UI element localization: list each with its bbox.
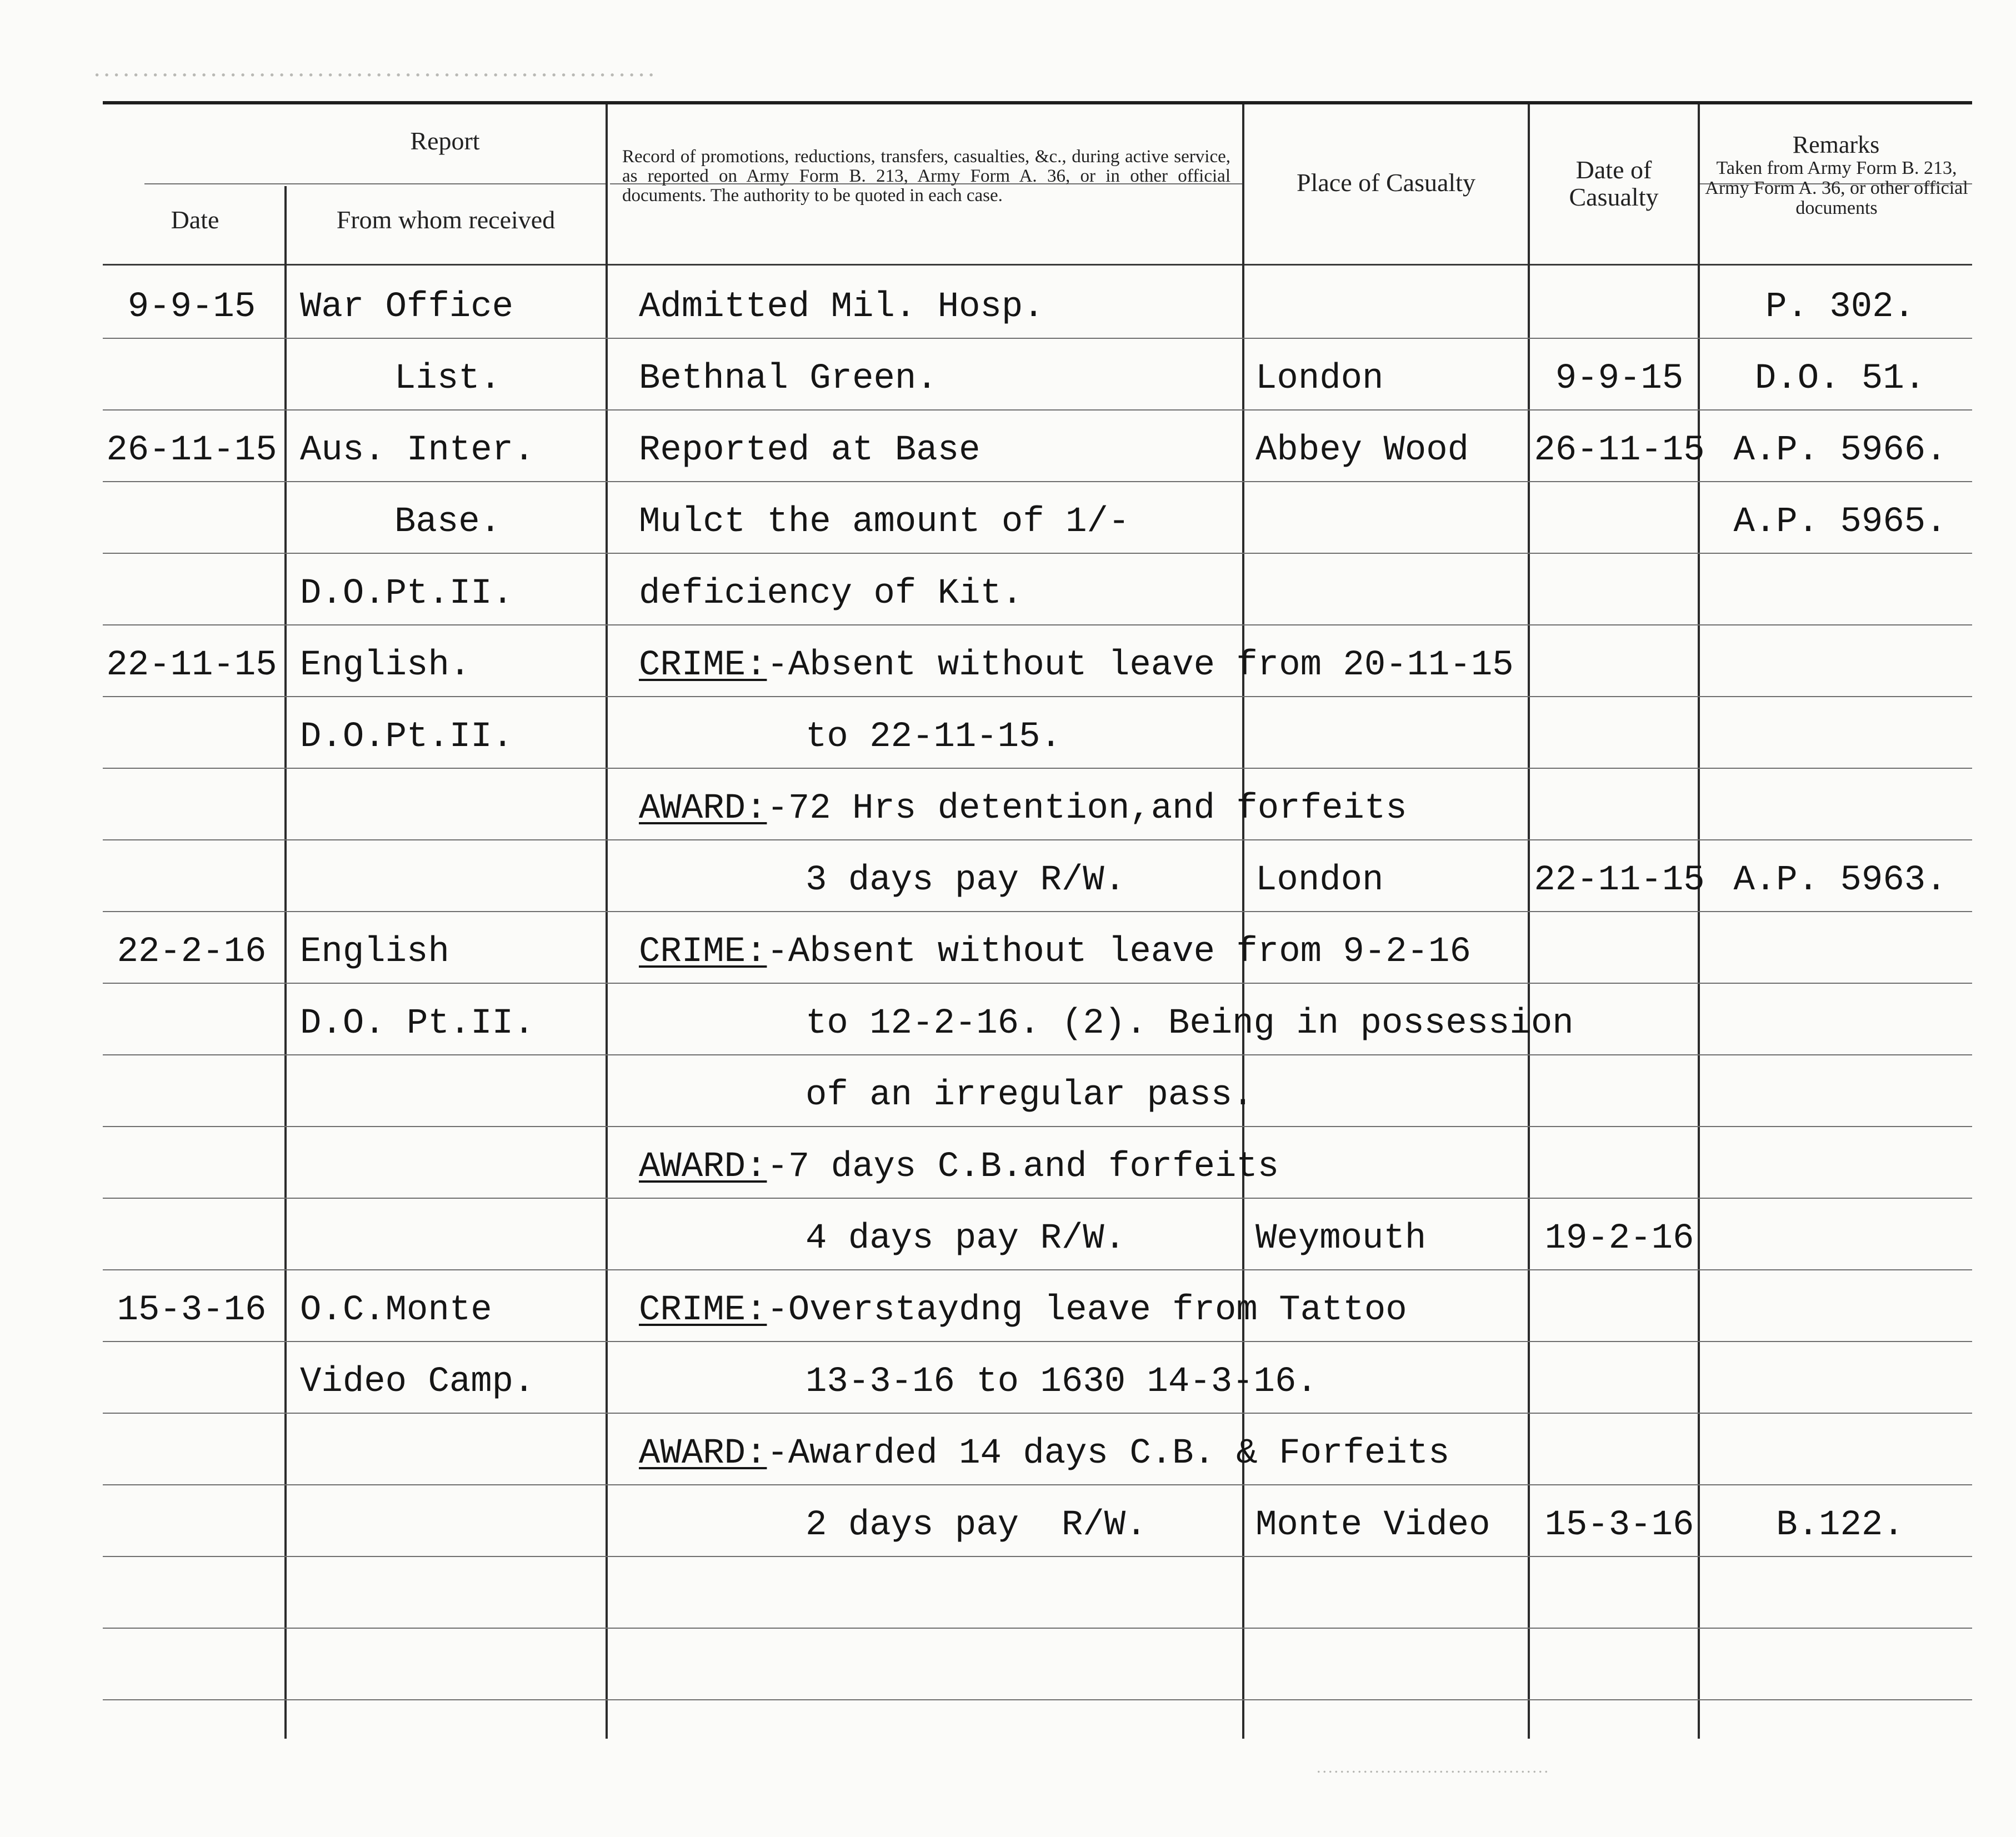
cell-record: 4 days pay R/W. bbox=[806, 1219, 1126, 1259]
row-rule bbox=[103, 1699, 1972, 1700]
date-column-divider bbox=[284, 186, 287, 1739]
cell-place bbox=[1255, 927, 1528, 977]
record-label: CRIME: bbox=[639, 645, 767, 685]
cell-from: D.O.Pt.II. bbox=[300, 717, 514, 757]
cell-remarks: D.O. 51. bbox=[1754, 359, 1926, 399]
cell-record: Reported at Base bbox=[639, 431, 981, 470]
record-text: -Awarded 14 days C.B. & Forfeits bbox=[767, 1434, 1450, 1474]
header-place-of-casualty: Place of Casualty bbox=[1297, 168, 1475, 197]
cell-from: English. bbox=[300, 645, 471, 685]
cell-casualty-date bbox=[1522, 927, 1717, 977]
cell-place: London bbox=[1255, 860, 1384, 900]
cell-date bbox=[100, 1500, 283, 1550]
cell-place: Monte Video bbox=[1255, 1505, 1490, 1545]
cell-casualty-date bbox=[1522, 282, 1717, 332]
cell-remarks bbox=[1708, 1285, 1972, 1335]
row-rule bbox=[103, 1126, 1972, 1127]
cell-casualty-date bbox=[1522, 1429, 1717, 1479]
cell-from: D.O.Pt.II. bbox=[300, 574, 514, 614]
cell-date: 15-3-16 bbox=[117, 1290, 267, 1330]
cell-date bbox=[100, 497, 283, 547]
cell-place bbox=[1255, 1357, 1528, 1407]
cell-date: 22-11-15 bbox=[106, 645, 277, 685]
row-rule bbox=[103, 1484, 1972, 1485]
cell-remarks bbox=[1708, 569, 1972, 619]
cell-casualty-date bbox=[1522, 569, 1717, 619]
cell-from bbox=[300, 855, 606, 905]
cell-casualty-date: 26-11-15 bbox=[1534, 431, 1705, 470]
record-label: AWARD: bbox=[639, 1147, 767, 1187]
cell-place bbox=[1255, 712, 1528, 762]
cell-remarks bbox=[1708, 1429, 1972, 1479]
cell-casualty-date: 9-9-15 bbox=[1555, 359, 1684, 399]
row-rule bbox=[103, 409, 1972, 411]
cell-casualty-date bbox=[1522, 1070, 1717, 1120]
row-rule bbox=[103, 1269, 1972, 1270]
cell-place: Weymouth bbox=[1255, 1219, 1427, 1259]
cell-date bbox=[100, 1214, 283, 1264]
cell-remarks bbox=[1708, 999, 1972, 1049]
cell-place bbox=[1255, 999, 1528, 1049]
record-text: -72 Hrs detention,and forfeits bbox=[767, 789, 1407, 829]
row-rule bbox=[103, 983, 1972, 984]
cell-casualty-date bbox=[1522, 1142, 1717, 1192]
cell-record: 3 days pay R/W. bbox=[806, 860, 1126, 900]
row-rule bbox=[103, 1628, 1972, 1629]
cell-remarks bbox=[1708, 1214, 1972, 1264]
cell-record: to 12-2-16. (2). Being in possession bbox=[806, 1004, 1574, 1044]
record-text: -Absent without leave from 9-2-16 bbox=[767, 932, 1471, 972]
header-remarks-subtitle: Taken from Army Form B. 213, Army Form A. 36, or other official documents bbox=[1705, 158, 1968, 219]
record-column-divider bbox=[1242, 104, 1244, 1739]
cell-place bbox=[1255, 640, 1528, 690]
row-rule bbox=[103, 1341, 1972, 1342]
cell-date: 22-2-16 bbox=[117, 932, 267, 972]
cell-remarks bbox=[1708, 1070, 1972, 1120]
from-column-divider bbox=[606, 104, 608, 1739]
cell-record: 2 days pay R/W. bbox=[806, 1505, 1147, 1545]
cell-remarks bbox=[1708, 1142, 1972, 1192]
cell-from: Video Camp. bbox=[300, 1362, 535, 1402]
cell-place bbox=[1255, 1142, 1528, 1192]
report-divider-rule bbox=[144, 183, 606, 184]
cell-date bbox=[100, 712, 283, 762]
row-rule bbox=[103, 1413, 1972, 1414]
row-rule bbox=[103, 839, 1972, 840]
cell-place: London bbox=[1255, 359, 1384, 399]
cell-date bbox=[100, 999, 283, 1049]
cell-date bbox=[100, 1142, 283, 1192]
cell-place bbox=[1255, 1070, 1528, 1120]
cell-remarks bbox=[1708, 712, 1972, 762]
cell-date bbox=[100, 1070, 283, 1120]
cell-remarks bbox=[1708, 784, 1972, 834]
row-rule bbox=[103, 1198, 1972, 1199]
cell-date: 9-9-15 bbox=[127, 287, 256, 327]
cell-casualty-date bbox=[1522, 640, 1717, 690]
cell-from: English bbox=[300, 932, 449, 972]
cell-place bbox=[1255, 1285, 1528, 1335]
cell-remarks bbox=[1708, 927, 1972, 977]
record-text: -Overstaydng leave from Tattoo bbox=[767, 1290, 1407, 1330]
cell-casualty-date: 19-2-16 bbox=[1544, 1219, 1694, 1259]
row-rule bbox=[103, 911, 1972, 912]
row-rule bbox=[103, 768, 1972, 769]
cell-from: Base. bbox=[394, 502, 502, 542]
cell-casualty-date bbox=[1522, 712, 1717, 762]
cell-date bbox=[100, 784, 283, 834]
cell-date: 26-11-15 bbox=[106, 431, 277, 470]
cell-casualty-date bbox=[1522, 999, 1717, 1049]
row-rule bbox=[103, 624, 1972, 625]
cell-remarks: B.122. bbox=[1776, 1505, 1904, 1545]
cell-remarks: A.P. 5963. bbox=[1733, 860, 1947, 900]
cell-date bbox=[100, 354, 283, 404]
cell-casualty-date: 22-11-15 bbox=[1534, 860, 1705, 900]
record-label: CRIME: bbox=[639, 1290, 767, 1330]
row-rule bbox=[103, 1556, 1972, 1557]
cell-record: Mulct the amount of 1/- bbox=[639, 502, 1130, 542]
faint-top-strip: .......................................................... bbox=[94, 53, 658, 82]
cell-from bbox=[300, 1500, 606, 1550]
header-from-whom-received: From whom received bbox=[336, 206, 556, 234]
casualty-date-column-divider bbox=[1698, 104, 1700, 1739]
faint-footer-text: ........................................ bbox=[1317, 1758, 1550, 1776]
row-rule bbox=[103, 696, 1972, 697]
cell-from bbox=[300, 1070, 606, 1120]
header-remarks-title: Remarks bbox=[1792, 131, 1880, 158]
record-label: CRIME: bbox=[639, 932, 767, 972]
cell-date bbox=[100, 569, 283, 619]
cell-casualty-date bbox=[1522, 784, 1717, 834]
cell-place bbox=[1255, 569, 1528, 619]
cell-date bbox=[100, 855, 283, 905]
cell-date bbox=[100, 1429, 283, 1479]
cell-from: War Office bbox=[300, 287, 514, 327]
cell-place bbox=[1255, 784, 1528, 834]
cell-place: Abbey Wood bbox=[1255, 431, 1469, 470]
header-record-description: Record of promotions, reductions, transfers, casualties, &c., during active service, as reported on Army Form B. 213, Army Form A. 36, or in other official documents. The authority to be quoted in each case. bbox=[622, 147, 1230, 206]
cell-record: Bethnal Green. bbox=[639, 359, 938, 399]
cell-casualty-date: 15-3-16 bbox=[1544, 1505, 1694, 1545]
cell-remarks: A.P. 5966. bbox=[1733, 431, 1947, 470]
cell-record: 13-3-16 to 1630 14-3-16. bbox=[806, 1362, 1318, 1402]
cell-place bbox=[1255, 1429, 1528, 1479]
cell-place bbox=[1255, 282, 1528, 332]
header-bottom-rule bbox=[103, 264, 1972, 266]
cell-from bbox=[300, 1142, 606, 1192]
cell-from bbox=[300, 784, 606, 834]
cell-remarks bbox=[1708, 1357, 1972, 1407]
row-rule bbox=[103, 338, 1972, 339]
row-rule bbox=[103, 481, 1972, 482]
cell-record: Admitted Mil. Hosp. bbox=[639, 287, 1044, 327]
row-rule bbox=[103, 553, 1972, 554]
cell-from: D.O. Pt.II. bbox=[300, 1004, 535, 1044]
cell-casualty-date bbox=[1522, 1285, 1717, 1335]
cell-casualty-date bbox=[1522, 497, 1717, 547]
cell-date bbox=[100, 1357, 283, 1407]
cell-from: Aus. Inter. bbox=[300, 431, 535, 470]
cell-remarks bbox=[1708, 640, 1972, 690]
top-rule bbox=[103, 101, 1972, 104]
cell-record: of an irregular pass. bbox=[806, 1075, 1254, 1115]
cell-from: O.C.Monte bbox=[300, 1290, 492, 1330]
header-report: Report bbox=[410, 127, 480, 155]
record-label: AWARD: bbox=[639, 789, 767, 829]
cell-place bbox=[1255, 497, 1528, 547]
cell-record: to 22-11-15. bbox=[806, 717, 1062, 757]
row-rule bbox=[103, 1054, 1972, 1055]
record-label: AWARD: bbox=[639, 1434, 767, 1474]
record-text: -Absent without leave from 20-11-15 bbox=[767, 645, 1514, 685]
cell-from: List. bbox=[394, 359, 502, 399]
cell-casualty-date bbox=[1522, 1357, 1717, 1407]
header-date: Date bbox=[171, 206, 219, 234]
cell-remarks: A.P. 5965. bbox=[1733, 502, 1947, 542]
cell-record: deficiency of Kit. bbox=[639, 574, 1023, 614]
record-text: -7 days C.B.and forfeits bbox=[767, 1147, 1279, 1187]
place-column-divider bbox=[1528, 104, 1530, 1739]
cell-from bbox=[300, 1214, 606, 1264]
cell-remarks: P. 302. bbox=[1765, 287, 1915, 327]
header-date-of-casualty: Date of Casualty bbox=[1569, 156, 1659, 211]
cell-from bbox=[300, 1429, 606, 1479]
